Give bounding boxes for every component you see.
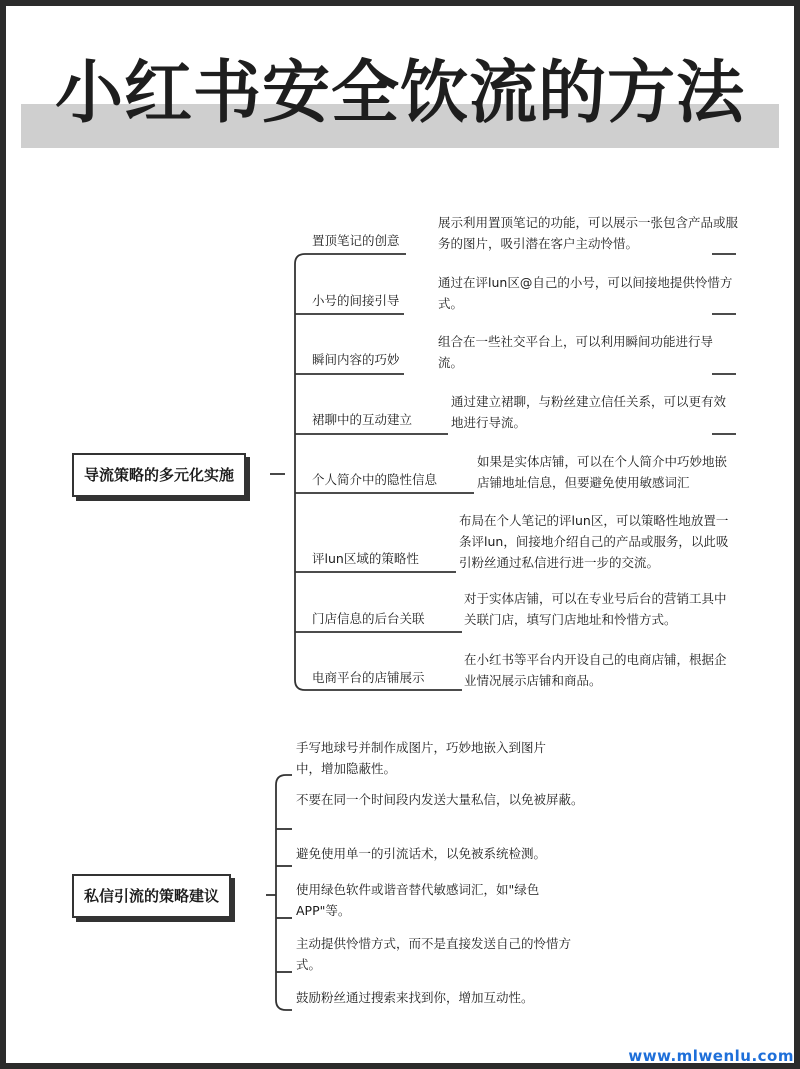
branch-label[interactable]: 置顶笔记的创意 <box>312 233 400 248</box>
branch-desc: 对于实体店铺，可以在专业号后台的营销工具中关联门店，填写门店地址和怜惜方式。 <box>464 591 727 627</box>
leaf-stub <box>276 1000 292 1010</box>
leaf-item[interactable]: 手写地球号并制作成图片，巧妙地嵌入到图片中，增加隐蔽性。 <box>296 740 547 776</box>
leaf-stub <box>276 775 292 785</box>
branch-label[interactable]: 瞬间内容的巧妙 <box>312 352 400 367</box>
branch-desc: 展示利用置顶笔记的功能，可以展示一张包含产品或服务的图片，吸引潜在客户主动怜惜。 <box>438 215 739 251</box>
branch-label[interactable]: 个人简介中的隐性信息 <box>312 472 438 487</box>
branch-underline <box>295 254 406 264</box>
branch-label[interactable]: 小号的间接引导 <box>312 293 400 308</box>
branch-label[interactable]: 裙聊中的互动建立 <box>312 412 413 427</box>
site-watermark: www.mlwenlu.com <box>628 1047 794 1065</box>
branch-desc: 通过在评lun区@自己的小号，可以间接地提供怜惜方式。 <box>438 275 733 311</box>
branch-label[interactable]: 门店信息的后台关联 <box>312 611 425 626</box>
branch-desc: 在小红书等平台内开设自己的电商店铺，根据企业情况展示店铺和商品。 <box>464 652 727 688</box>
leaf-item[interactable]: 避免使用单一的引流话术，以免被系统检测。 <box>296 846 547 861</box>
branch-label[interactable]: 电商平台的店铺展示 <box>312 670 425 685</box>
branch-desc: 布局在个人笔记的评lun区，可以策略性地放置一条评lun，间接地介绍自己的产品或服务，以此吸引粉丝通过私信进行进一步的交流。 <box>459 513 729 570</box>
page-title: 小红书安全饮流的方法 <box>54 54 745 133</box>
leaf-item[interactable]: 鼓励粉丝通过搜索来找到你，增加互动性。 <box>296 990 534 1005</box>
leaf-item[interactable]: 主动提供怜惜方式，而不是直接发送自己的怜惜方式。 <box>296 936 572 972</box>
leaf-item[interactable]: 不要在同一个时间段内发送大量私信，以免被屏蔽。 <box>296 792 584 807</box>
branch-desc: 通过建立裙聊，与粉丝建立信任关系，可以更有效地进行导流。 <box>451 394 727 430</box>
branch-desc: 如果是实体店铺，可以在个人简介中巧妙地嵌店铺地址信息，但要避免使用敏感词汇 <box>477 454 728 490</box>
branch-desc: 组合在一些社交平台上，可以利用瞬间功能进行导流。 <box>438 334 714 370</box>
branch-label[interactable]: 评lun区域的策略性 <box>312 551 419 566</box>
leaf-item[interactable]: 使用绿色软件或谐音替代敏感词汇，如"绿色APP"等。 <box>296 882 540 918</box>
root-node-traffic-strategies[interactable]: 导流策略的多元化实施 <box>72 453 246 497</box>
root-node-dm-strategies[interactable]: 私信引流的策略建议 <box>72 874 231 918</box>
